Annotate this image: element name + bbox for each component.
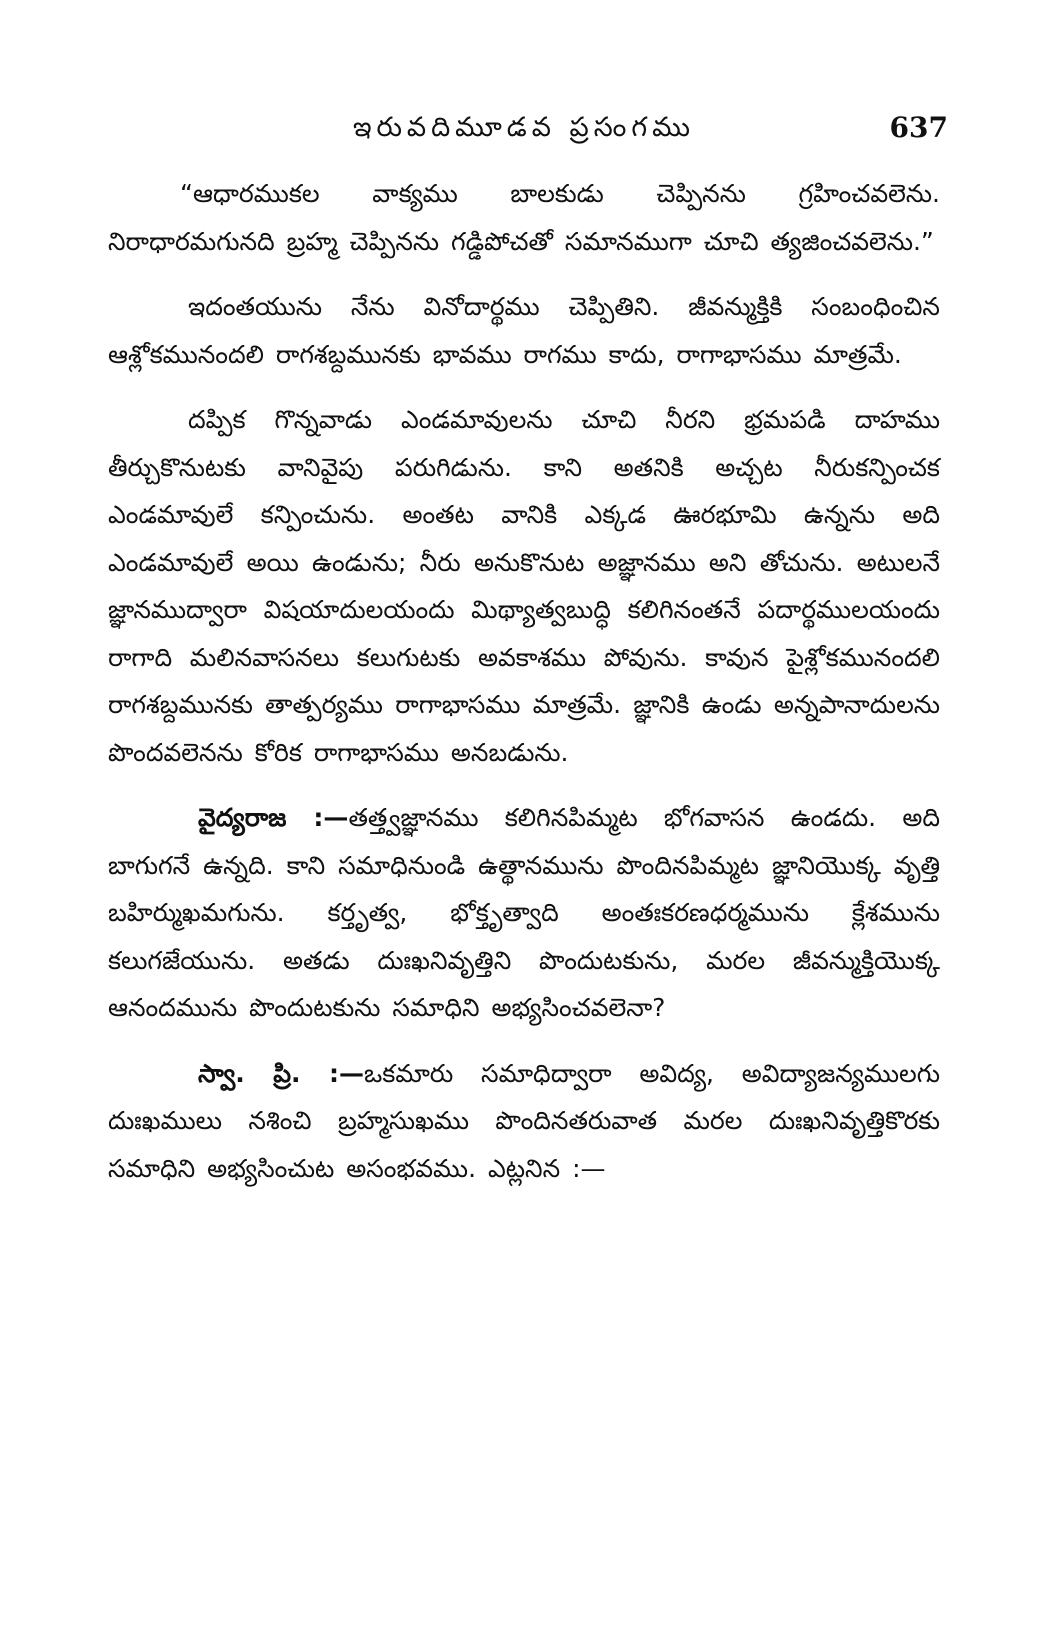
paragraph-text: ఇదంతయును నేను వినోదార్థము చెప్పితిని. జీవన్ముక్తికి సంబంధించిన ఆశ్లోకమునందలి రాగశబ్దమునకు భావము రాగము కాదు, రాగాభాసము మాత్రమే. [108, 292, 940, 369]
dialog-paragraph [108, 794, 940, 1032]
paragraph [108, 396, 940, 776]
paragraph-text: దప్పిక గొన్నవాడు ఎండమావులను చూచి నీరని భ్రమపడి దాహము తీర్చుకొనుటకు వానివైపు పరుగిడును. కాని అతనికి అచ్చట నీరుకన్పించక ఎండమావులే కన్పించును. అంతట వానికి ఎక్కడ ఊరభూమి ఉన్నను అది ఎండమావులే అయి ఉండును; నీరు అనుకొనుట అజ్ఞానము అని తోచును. అటులనే జ్ఞానముద్వారా విషయాదులయందు మిథ్యాత్వబుద్ధి కలిగినంతనే పదార్థములయందు రాగాది మలినవాసనలు కలుగుటకు అవకాశము పోవును. కావున పైశ్లోకమునందలి రాగశబ్దమునకు తాత్పర్యము రాగాభాసము మాత్రమే. జ్ఞానికి ఉండు అన్నపానాదులను పొందవలెనను కోరిక రాగాభాసము అనబడును. [108, 405, 940, 767]
dialog-paragraph [108, 1050, 940, 1193]
speaker-label: వైద్యరాజ :— [198, 803, 349, 832]
page-number: 637 [889, 111, 948, 144]
speaker-label: స్వా. ప్రి. :— [198, 1058, 364, 1088]
paragraph-text: “ఆధారముకల వాక్యము బాలకుడు చెప్పినను గ్రహించవలెను. నిరాధారమగునది బ్రహ్మ చెప్పినను గడ్డిపోచతో సమానముగా చూచి త్యజించవలెను.” [108, 179, 940, 256]
running-head [100, 108, 948, 148]
paragraph [108, 283, 940, 378]
paragraph-text: తత్త్వజ్ఞానము కలిగినపిమ్మట భోగవాసన ఉండదు. అది బాగుగనే ఉన్నది. కాని సమాధినుండి ఉత్థానమును పొందినపిమ్మట జ్ఞానియొక్క వృత్తి బహిర్ముఖమగును. కర్తృత్వ, భోక్తృత్వాది అంతఃకరణధర్మమును క్లేశమును కలుగజేయును. అతడు దుఃఖనివృత్తిని పొందుటకును, మరల జీవన్ముక్తియొక్క ఆనందమును పొందుటకును సమాధిని అభ్యసించవలెనా? [108, 803, 940, 1022]
quote-paragraph [108, 170, 940, 265]
body-text [108, 170, 940, 1210]
running-title: ఇరువదిమూడవ ప్రసంగము [352, 112, 696, 143]
paragraph-text: ఒకమారు సమాధిద్వారా అవిద్య, అవిద్యాజన్యములగు దుఃఖములు నశించి బ్రహ్మసుఖము పొందినతరువాత మరల దుఃఖనివృత్తికొరకు సమాధిని అభ్యసించుట అసంభవము. ఎట్లనిన :— [108, 1058, 940, 1183]
